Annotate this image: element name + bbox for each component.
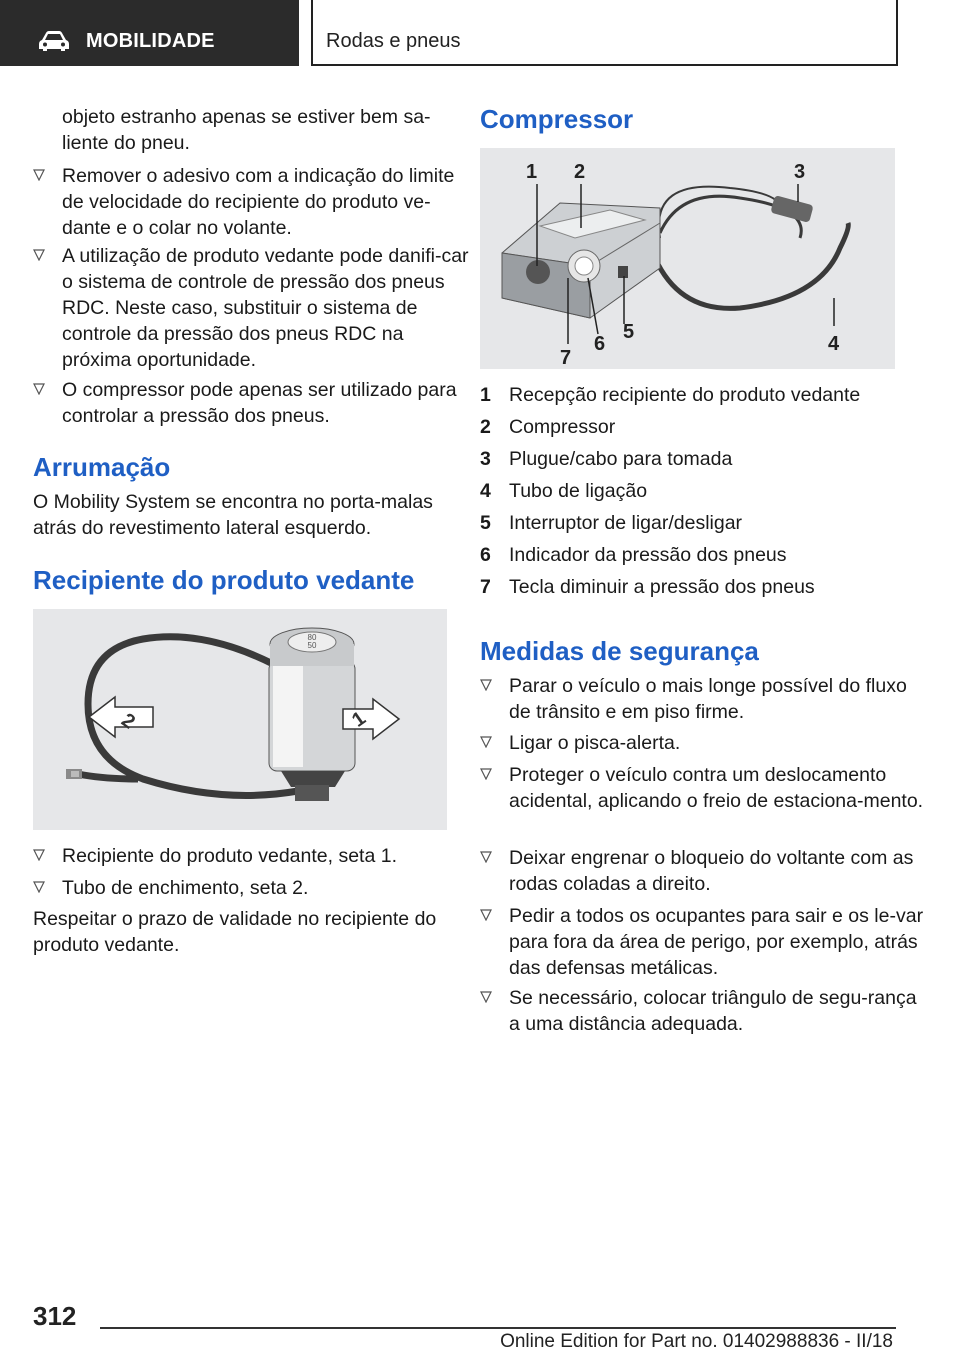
container-note: Respeitar o prazo de validade no recipiente do produto vedante. [33,908,437,956]
sealant-container-illustration [33,609,447,830]
compressor-image [480,148,895,369]
legend-text: Recepção recipiente do produto vedante [509,384,861,406]
legend-number: 5 [480,512,491,534]
bullet-text: Pedir a todos os ocupantes para sair e os le-var para fora da área de perigo, por exemplo, atrás das defensas metálicas. [509,905,924,979]
compressor-illustration [480,148,895,369]
legend-text: Indicador da pressão dos pneus [509,544,787,566]
compressor-heading: Compressor [480,104,634,134]
bullet-text: Deixar engrenar o bloqueio do voltante com as rodas coladas a direito. [509,847,914,895]
legend-number: 4 [480,480,491,502]
bullet-triangle-icon [480,768,492,780]
bullet-triangle-icon [33,249,45,261]
car-icon [38,30,70,52]
svg-text:1: 1 [526,161,538,183]
list-item [480,845,924,897]
legend-item [480,542,924,568]
legend-text: Compressor [509,416,616,438]
bullet-triangle-icon [480,851,492,863]
svg-text:6: 6 [594,333,606,355]
legend-number: 6 [480,544,491,566]
list-item [33,163,476,241]
legend-number: 1 [480,384,491,406]
bullet-text: A utilização de produto vedante pode danifi-car o sistema de controle de pressão dos pneus RDC. Neste caso, substituir o sistema de controle da pressão dos pneus RDC na próxima oportunidade. [62,245,469,371]
sealant-container-image [33,609,447,830]
list-item [480,985,924,1037]
list-item [480,903,924,981]
legend-number: 7 [480,576,491,598]
list-item [33,243,476,373]
legend-item [480,446,924,472]
continued-text: objeto estranho apenas se estiver bem sa- liente do pneu. [62,106,431,154]
legend-item [480,574,924,600]
edition-info: Online Edition for Part no. 01402988836 - II/18 [500,1331,893,1352]
bullet-triangle-icon [480,736,492,748]
bullet-text: Parar o veículo o mais longe possível do fluxo de trânsito e em piso firme. [509,675,907,723]
bullet-text: Remover o adesivo com a indicação do limite de velocidade do recipiente do produto ve-dante e o colar no volante. [62,165,455,239]
legend-number: 3 [480,448,491,470]
bullet-triangle-icon [33,849,45,861]
subsection-title: Rodas e pneus [326,30,461,52]
bullet-triangle-icon [33,881,45,893]
footer-divider [100,1327,896,1329]
legend-item [480,478,924,504]
storage-heading: Arrumação [33,452,171,482]
svg-text:7: 7 [560,347,572,369]
svg-text:2: 2 [117,709,139,734]
bullet-triangle-icon [33,383,45,395]
page-number: 312 [33,1301,77,1331]
bullet-text: Ligar o pisca-alerta. [509,732,681,754]
storage-text: O Mobility System se encontra no porta-malas atrás do revestimento lateral esquerdo. [33,491,433,539]
bullet-text: O compressor pode apenas ser utilizado para controlar a pressão dos pneus. [62,379,457,427]
section-title: MOBILIDADE [86,30,215,52]
svg-text:3: 3 [794,161,806,183]
list-item [33,875,476,901]
legend-text: Interruptor de ligar/desligar [509,512,743,534]
legend-text: Plugue/cabo para tomada [509,448,733,470]
bullet-text: Recipiente do produto vedante, seta 1. [62,845,397,867]
bullet-triangle-icon [480,991,492,1003]
svg-text:1: 1 [348,707,370,732]
list-item [33,377,476,429]
list-item [480,762,924,814]
subsection-header [311,0,898,66]
list-item [480,673,924,725]
list-item [480,730,924,756]
section-tab [0,0,299,66]
legend-item [480,510,924,536]
bullet-text: Proteger o veículo contra um deslocamento acidental, aplicando o freio de estaciona-mento. [509,764,924,812]
svg-text:4: 4 [828,333,840,355]
container-heading: Recipiente do produto vedante [33,565,415,595]
container-label-50: 50 [307,641,317,650]
legend-item [480,414,924,440]
list-item [33,843,476,869]
bullet-triangle-icon [480,679,492,691]
legend-text: Tubo de ligação [509,480,648,502]
bullet-triangle-icon [33,169,45,181]
svg-text:2: 2 [574,161,586,183]
safety-heading: Medidas de segurança [480,636,759,666]
legend-item [480,382,924,408]
legend-text: Tecla diminuir a pressão dos pneus [509,576,815,598]
bullet-text: Tubo de enchimento, seta 2. [62,877,309,899]
svg-text:5: 5 [623,321,635,343]
legend-number: 2 [480,416,491,438]
container-label-80: 80 [307,633,317,642]
bullet-triangle-icon [480,909,492,921]
bullet-text: Se necessário, colocar triângulo de segu-rança a uma distância adequada. [509,987,917,1035]
